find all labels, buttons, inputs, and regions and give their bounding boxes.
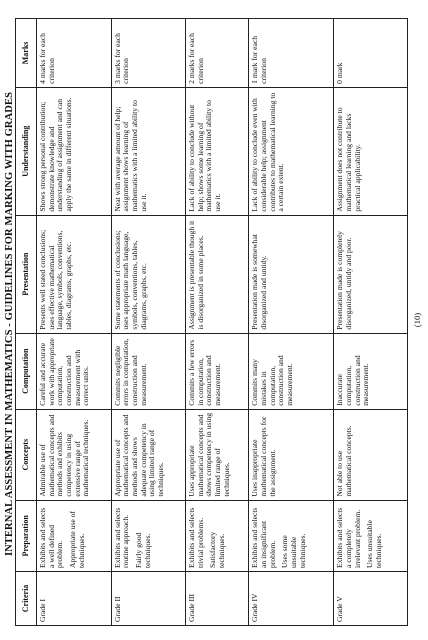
- cell-preparation: [111, 500, 186, 571]
- header-preparation: Preparation: [16, 500, 37, 571]
- cell-presentation: Presents well stated conclusions; uses effective mathematical language, symbols, conventions, tables, diagrams, graphs, etc.: [37, 215, 112, 333]
- preparation-line: Uses unsuitable techniques.: [365, 520, 383, 568]
- cell-criteria: Grade III: [186, 571, 249, 625]
- preparation-line: Fairly good techniques.: [133, 532, 152, 568]
- cell-understanding: Lack of ability to conclude even with considerable help; assignment contributes to mathematical learning to a certain extent.: [249, 87, 334, 215]
- preparation-line: Exhibits and selects routine approach.: [112, 507, 131, 568]
- cell-preparation: [334, 500, 408, 571]
- preparation-line: Exhibits and selects trivial problems.: [187, 507, 205, 568]
- cell-criteria: Grade V: [334, 571, 408, 625]
- cell-computation: Commits negligible errors in computation, construction and measurement.: [111, 333, 186, 409]
- table-row: [186, 19, 249, 626]
- header-presentation: Presentation: [16, 215, 37, 333]
- cell-understanding: Assignment does not contribute to mathematical learning and lacks practical applicability.: [334, 87, 408, 215]
- cell-marks: 4 marks for each criterion: [37, 19, 112, 88]
- cell-preparation: [249, 500, 334, 571]
- preparation-line: Appropriate use of techniques.: [67, 511, 86, 568]
- preparation-line: Exhibits and selects a completely irrelevant problem.: [335, 507, 362, 568]
- page-title: INTERNAL ASSESSMENT IN MATHEMATICS - GUIDELINES FOR MARKING WITH GRADES: [4, 91, 15, 557]
- cell-understanding: Shows strong personal contribution; demonstrate knowledge and understanding of assignment and can apply the same in different situations.: [37, 87, 112, 215]
- table-row: [334, 19, 408, 626]
- header-computation: Computation: [16, 333, 37, 409]
- cell-concepts: Not able to use mathematical concepts.: [334, 409, 408, 500]
- cell-marks: 0 mark: [334, 19, 408, 88]
- cell-criteria: Grade IV: [249, 571, 334, 625]
- cell-criteria: Grade II: [111, 571, 186, 625]
- cell-concepts: Appropriate use of mathematical concepts and methods and shows adequate competency in using limited range of techniques.: [111, 409, 186, 500]
- table-row: [249, 19, 334, 626]
- preparation-line: Exhibits and selects a well defined problem.: [38, 507, 65, 568]
- table-row: [111, 19, 186, 626]
- cell-computation: Commits many mistakes in computation, construction and measurement.: [249, 333, 334, 409]
- cell-computation: Commits a few errors in computation, construction and measurement.: [186, 333, 249, 409]
- header-row: [16, 19, 37, 626]
- cell-criteria: Grade I: [37, 571, 112, 625]
- cell-concepts: Uses inappropriate mathematical concepts for the assignment.: [249, 409, 334, 500]
- cell-marks: 3 marks for each criterion: [111, 19, 186, 88]
- preparation-line: Satisfactory techniques.: [208, 531, 227, 568]
- cell-understanding: Lack of ability to conclude without help; shows some learning of mathematics with a limited ability to use it.: [186, 87, 249, 215]
- header-marks: Marks: [16, 19, 37, 88]
- header-criteria: Criteria: [16, 571, 37, 625]
- header-concepts: Concepts: [16, 409, 37, 500]
- cell-preparation: [37, 500, 112, 571]
- cell-presentation: Presentation made is completely disorganized, untidy and poor.: [334, 215, 408, 333]
- page-number: (10): [412, 312, 422, 328]
- table-row: [37, 19, 112, 626]
- cell-presentation: Some statements of conclusions; uses appropriate math language, symbols, conventions, tables, diagrams, graphs, etc.: [111, 215, 186, 333]
- cell-marks: 2 marks for each criterion: [186, 19, 249, 88]
- cell-marks: 1 mark for each criterion: [249, 19, 334, 88]
- cell-computation: Inaccurate computation, construction and measurement.: [334, 333, 408, 409]
- cell-concepts: Uses appropriate mathematical concepts and shows competency in using limited range of techniques.: [186, 409, 249, 500]
- header-understanding: Understanding: [16, 87, 37, 215]
- cell-presentation: Presentation made is somewhat disorganized and untidy.: [249, 215, 334, 333]
- cell-presentation: Assignment is presentable though it is disorganized in some places.: [186, 215, 249, 333]
- cell-preparation: [186, 500, 249, 571]
- preparation-line: Exhibits and selects an insignificant problem.: [250, 507, 277, 568]
- grading-table: [15, 18, 408, 626]
- cell-understanding: Neat with average amount of help; assignment shows learning of mathematics with a limited ability to use it.: [111, 87, 186, 215]
- preparation-line: Uses some unsuitable techniques.: [280, 533, 307, 568]
- cell-computation: Careful and accurate work with appropriate computation, construction and measurement with correct units.: [37, 333, 112, 409]
- cell-concepts: Admirable use of mathematical concepts and methods and exhibits competency in using extensive range of mathematical techniques.: [37, 409, 112, 500]
